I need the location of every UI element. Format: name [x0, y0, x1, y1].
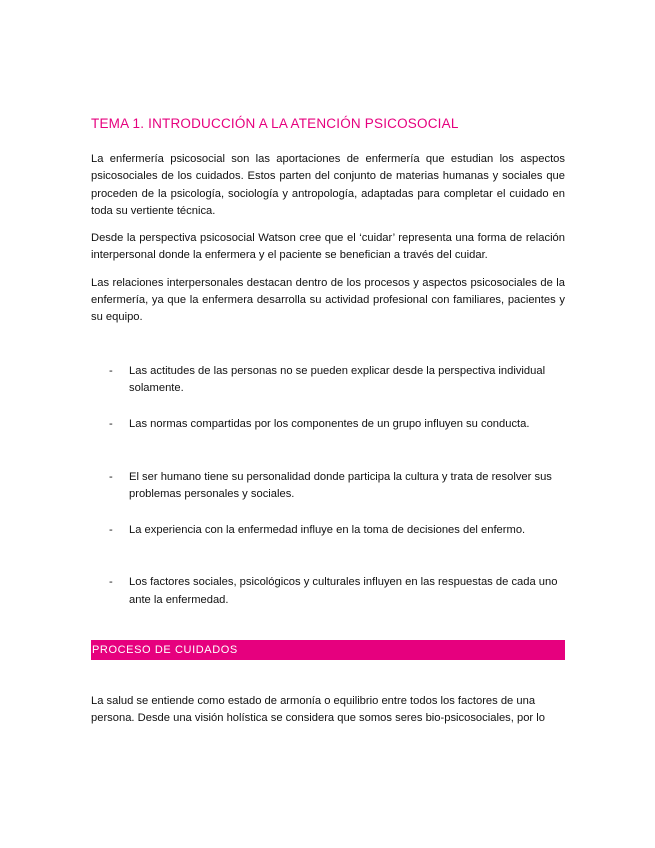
list-item: [91, 522, 565, 539]
list-item-text: El ser humano tiene su personalidad donde participa la cultura y trata de resolver sus problemas personales y sociales.: [129, 470, 552, 500]
list-item-text: Los factores sociales, psicológicos y culturales influyen en las respuestas de cada uno ante la enfermedad.: [129, 576, 558, 606]
paragraph-health: La salud se entiende como estado de armonía o equilibrio entre todos los factores de una persona. Desde una visión holística se considera que somos seres bio-psicosociales, por lo: [91, 695, 545, 725]
paragraph-relations: Las relaciones interpersonales destacan dentro de los procesos y aspectos psicosociales de la enfermería, ya que la enfermera desarrolla su actividad profesional con familiares, pacientes y su equipo.: [91, 276, 565, 324]
list-item: [91, 469, 565, 504]
list-item-text: Las normas compartidas por los componentes de un grupo influyen su conducta.: [129, 418, 530, 431]
document-content: [91, 116, 565, 738]
section-body: [91, 693, 565, 728]
paragraph-watson: Desde la perspectiva psicosocial Watson cree que el ‘cuidar’ representa una forma de relación interpersonal donde la enfermera y el paciente se benefician a través del cuidar.: [91, 232, 565, 262]
list-item: [91, 574, 565, 609]
bullet-list: [91, 363, 565, 609]
list-item: [91, 416, 565, 433]
list-item-text: Las actitudes de las personas no se pueden explicar desde la perspectiva individual solamente.: [129, 364, 546, 394]
bullet-dash: -: [109, 576, 113, 589]
list-item: [91, 363, 565, 398]
bullet-dash: -: [109, 418, 113, 431]
section-heading-bar: [91, 640, 565, 660]
section-heading: PROCESO DE CUIDADOS: [92, 644, 238, 657]
bullet-dash: -: [109, 364, 113, 377]
page-title: TEMA 1. INTRODUCCIÓN A LA ATENCIÓN PSICOSOCIAL: [91, 116, 459, 131]
paragraph-intro: La enfermería psicosocial son las aportaciones de enfermería que estudian los aspectos psicosociales de los cuidados. Estos parten del conjunto de materias humanas y sociales que proceden de la psicología, sociología y antropología, adaptadas para completar el cuidado en toda su vertiente técnica.: [91, 153, 565, 217]
bullet-dash: -: [109, 470, 113, 483]
bullet-dash: -: [109, 524, 113, 537]
list-item-text: La experiencia con la enfermedad influye en la toma de decisiones del enfermo.: [129, 524, 526, 537]
